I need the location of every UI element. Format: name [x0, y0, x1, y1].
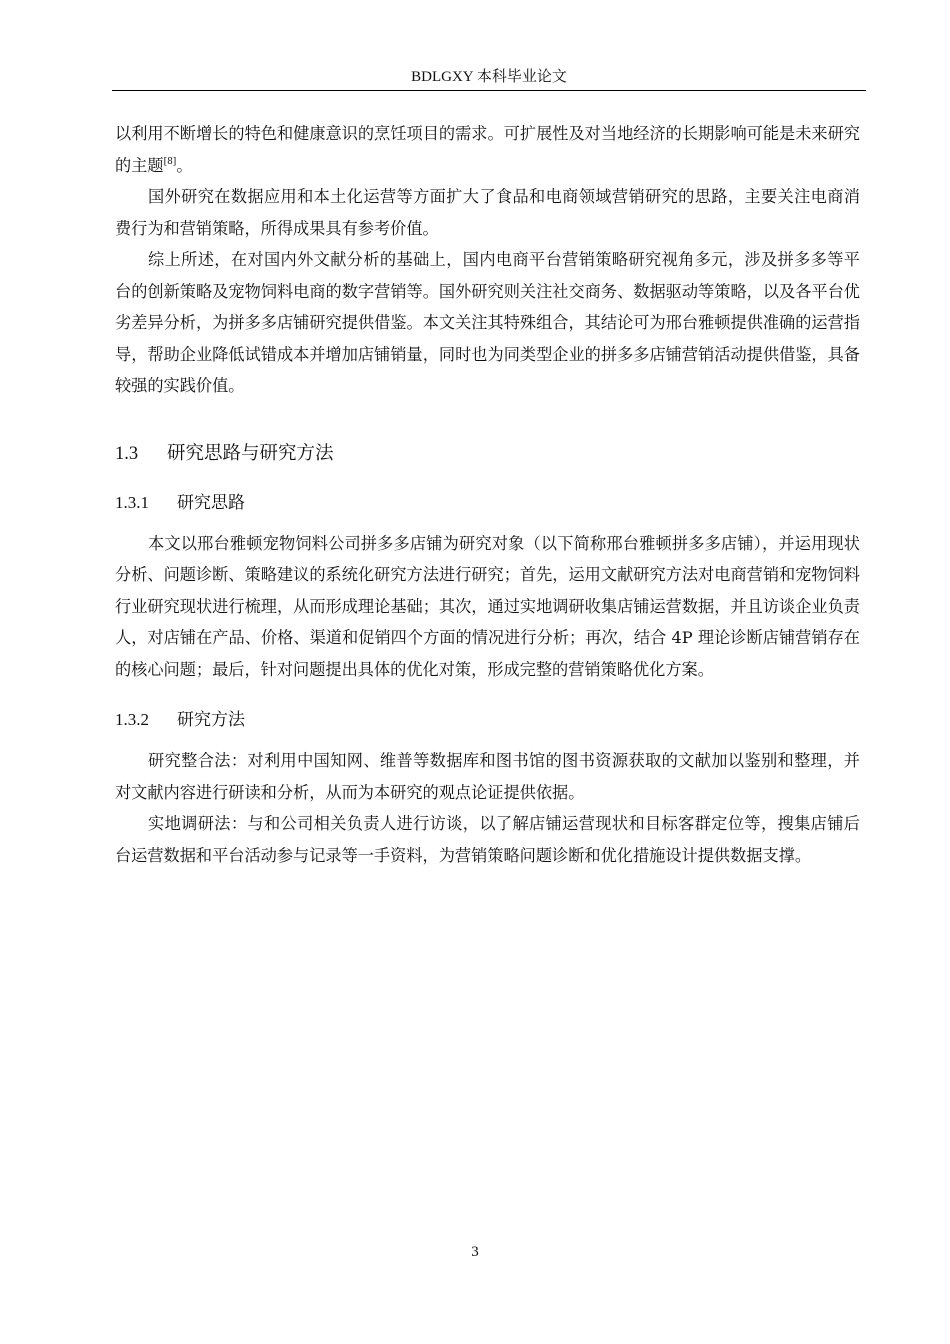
paragraph-text: 以利用不断增长的特色和健康意识的烹饪项目的需求。可扩展性及对当地经济的长期影响可能是未来研究的主题 [115, 124, 860, 175]
paragraph-continuation [115, 118, 860, 181]
document-body [115, 118, 860, 871]
paragraph-summary: 综上所述，在对国内外文献分析的基础上，国内电商平台营销策略研究视角多元，涉及拼多多等平台的创新策略及宠物饲料电商的数字营销等。国外研究则关注社交商务、数据驱动等策略，以及各平台优劣差异分析，为拼多多店铺研究提供借鉴。本文关注其特殊组合，其结论可为邢台雅顿提供准确的运营指导，帮助企业降低试错成本并增加店铺销量，同时也为同类型企业的拼多多店铺营销活动提供借鉴，具备较强的实践价值。 [115, 250, 860, 395]
paragraph-research-approach: 本文以邢台雅顿宠物饲料公司拼多多店铺为研究对象（以下简称邢台雅顿拼多多店铺），并运用现状分析、问题诊断、策略建议的系统化研究方法进行研究；首先，运用文献研究方法对电商营销和宠物饲料行业研究现状进行梳理，从而形成理论基础；其次，通过实地调研收集店铺运营数据，并且访谈企业负责人，对店铺在产品、价格、渠道和促销四个方面的情况进行分析；再次，结合 4P 理论诊断店铺营销存在的核心问题；最后，针对问题提出具体的优化对策，形成完整的营销策略优化方案。 [115, 533, 860, 679]
citation-ref: [8] [163, 156, 177, 167]
paragraph-foreign-research: 国外研究在数据应用和本土化运营等方面扩大了食品和电商领域营销研究的思路，主要关注电商消费行为和营销策略，所得成果具有参考价值。 [115, 187, 860, 238]
section-title: 研究思路与研究方法 [167, 442, 334, 464]
section-title: 研究思路 [177, 492, 245, 513]
section-number: 1.3.1 [115, 492, 149, 512]
section-title: 研究方法 [177, 710, 245, 730]
paragraph-method-fieldwork: 实地调研法：与和公司相关负责人进行访谈，以了解店铺运营现状和目标客群定位等，搜集店铺后台运营数据和平台活动参与记录等一手资料，为营销策略问题诊断和优化措施设计提供数据支撑。 [115, 814, 860, 865]
section-heading-1-3 [115, 441, 860, 467]
page-number: 3 [471, 1244, 479, 1260]
section-number: 1.3.2 [115, 710, 149, 729]
section-heading-1-3-1 [115, 491, 860, 515]
paragraph-method-literature: 研究整合法：对利用中国知网、维普等数据库和图书馆的图书资源获取的文献加以鉴别和整理，并对文献内容进行研读和分析，从而为本研究的观点论证提供依据。 [115, 751, 860, 802]
paragraph-end: 。 [176, 155, 193, 175]
section-number: 1.3 [115, 443, 139, 464]
header-divider [112, 90, 866, 91]
section-heading-1-3-2 [115, 708, 860, 732]
page-header: BDLGXY 本科毕业论文 [411, 69, 567, 85]
